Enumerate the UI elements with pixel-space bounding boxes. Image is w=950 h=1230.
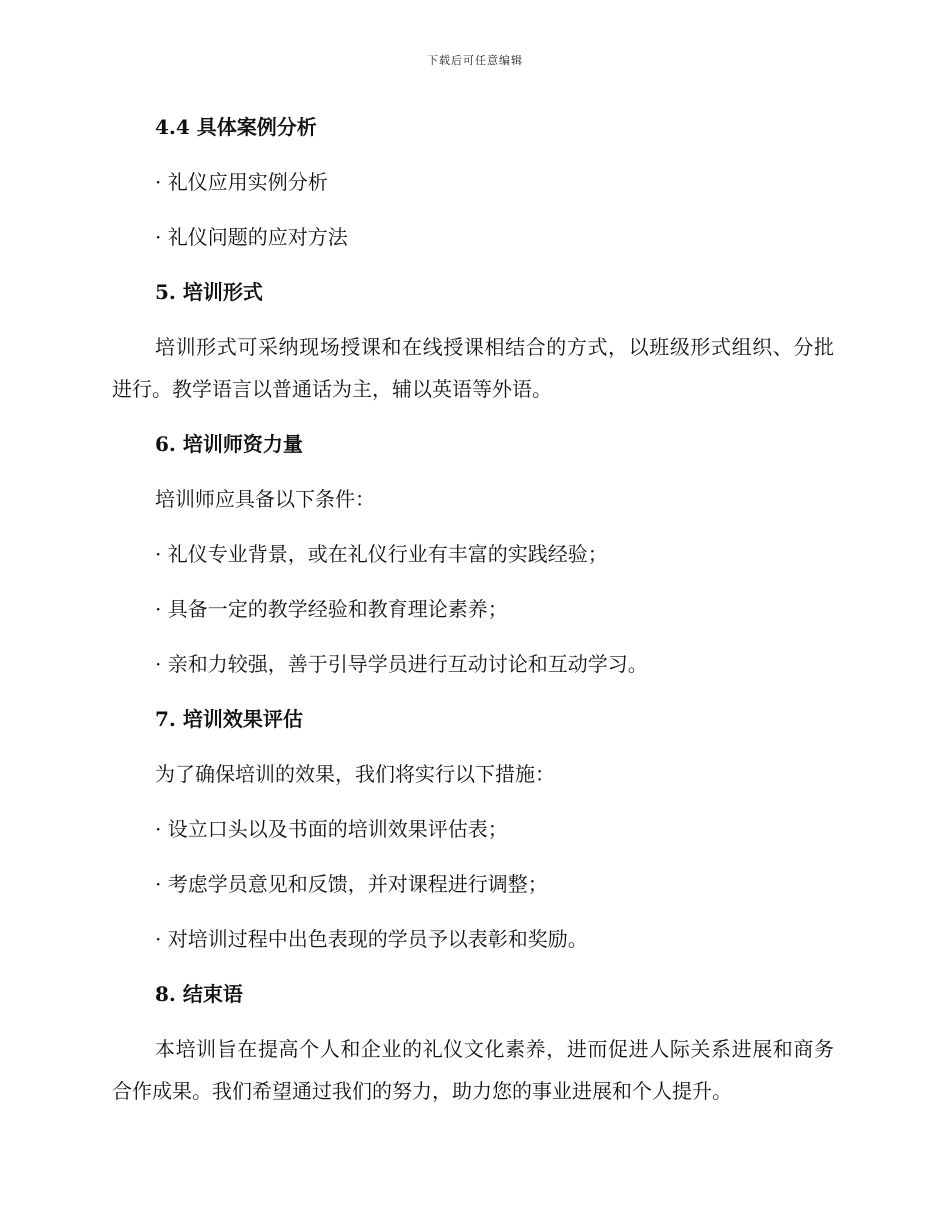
bullet-item: · 礼仪问题的应对方法: [155, 225, 348, 249]
page-header: 下载后可任意编辑: [427, 54, 523, 67]
paragraph-training-format: 培训形式可采纳现场授课和在线授课相结合的方式，以班级形式组织、分批进行。教学语言以普通话为主，辅以英语等外语。: [112, 335, 834, 401]
bullet-item: · 对培训过程中出色表现的学员予以表彰和奖励。: [155, 927, 588, 951]
section-heading-8: 8. 结束语: [155, 982, 243, 1006]
bullet-item: · 亲和力较强，善于引导学员进行互动讨论和互动学习。: [155, 652, 648, 676]
bullet-item: · 具备一定的教学经验和教育理论素养；: [155, 597, 508, 621]
section-heading-6: 6. 培训师资力量: [155, 432, 303, 456]
bullet-item: · 考虑学员意见和反馈，并对课程进行调整；: [155, 872, 548, 896]
section-heading-4-4: 4.4 具体案例分析: [155, 115, 317, 139]
paragraph-conclusion: 本培训旨在提高个人和企业的礼仪文化素养，进而促进人际关系进展和商务合作成果。我们希望通过我们的努力，助力您的事业进展和个人提升。: [112, 1037, 834, 1103]
bullet-item: · 礼仪专业背景，或在礼仪行业有丰富的实践经验；: [155, 542, 608, 566]
intro-trainer-requirements: 培训师应具备以下条件：: [155, 487, 375, 511]
bullet-item: · 礼仪应用实例分析: [155, 170, 328, 194]
section-heading-5: 5. 培训形式: [155, 280, 263, 304]
section-heading-7: 7. 培训效果评估: [155, 707, 303, 731]
bullet-item: · 设立口头以及书面的培训效果评估表；: [155, 817, 508, 841]
intro-evaluation-measures: 为了确保培训的效果，我们将实行以下措施：: [155, 762, 555, 786]
document-body: [112, 106, 834, 1125]
